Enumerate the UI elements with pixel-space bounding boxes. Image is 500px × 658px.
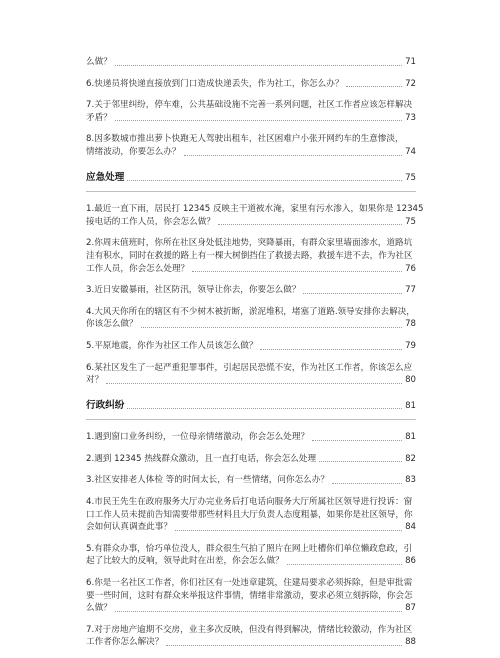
toc-page-number: 76	[405, 263, 416, 274]
toc-entry-line	[86, 306, 416, 319]
dot-leader	[287, 564, 402, 565]
toc-page-number: 78	[405, 319, 416, 330]
toc-entry-line	[86, 56, 416, 69]
toc-entry-line	[86, 318, 416, 331]
toc-entry-text: 1.遇到窗口业务纠纷，一位母亲情绪激动，你会怎么处理？	[86, 432, 310, 443]
dot-leader	[175, 530, 402, 531]
toc-entry[interactable]	[86, 577, 416, 615]
toc-page-number: 84	[405, 522, 416, 533]
toc-section-heading[interactable]	[86, 172, 416, 193]
section-divider	[86, 419, 416, 420]
dot-leader	[141, 327, 402, 328]
toc-entry-text: 1.最近一直下雨，居民打 12345 反映主干道被水淹，家里有污水渗入，如果你是 12345	[86, 204, 424, 215]
toc-section-heading[interactable]	[86, 400, 416, 421]
toc-entry-text: 3.近日安徽暴雨，社区防汛，领导让你去，你要怎么做？	[86, 285, 301, 296]
toc-entry[interactable]	[86, 362, 416, 387]
toc-entry-line	[86, 400, 416, 413]
dot-leader	[346, 86, 402, 87]
toc-page-number: 77	[405, 285, 416, 296]
toc-entry[interactable]	[86, 431, 416, 444]
toc-page-number: 82	[405, 453, 416, 464]
toc-entry[interactable]	[86, 624, 416, 649]
toc-page-number: 75	[405, 216, 416, 227]
toc-entry[interactable]	[86, 203, 424, 228]
dot-leader	[319, 461, 402, 462]
toc-entry-text: 7.关于邻里纠纷，停车难，公共基础设施不完善一系列问题，社区工作者应该怎样解决	[86, 100, 413, 111]
toc-entry-text: 工作人员，你会怎么处理？	[86, 263, 190, 274]
dot-leader	[115, 65, 402, 66]
toc-entry[interactable]	[86, 78, 416, 91]
toc-page-number: 74	[405, 146, 416, 157]
toc-entry-line	[86, 496, 416, 509]
toc-entry-text: 接电话的工作人员，你会怎么做？	[86, 216, 215, 227]
toc-entry[interactable]	[86, 56, 416, 69]
dot-leader	[192, 271, 402, 272]
toc-entry-text: 么做？	[86, 57, 112, 67]
toc-page-number: 79	[405, 340, 416, 351]
toc-entry-text: 工作者你怎么解决？	[86, 637, 164, 648]
dot-leader	[184, 155, 403, 156]
toc-entry-line	[86, 146, 416, 159]
toc-entry[interactable]	[86, 284, 416, 297]
toc-page-number: 88	[405, 637, 416, 648]
table-of-contents	[86, 56, 424, 658]
section-divider	[86, 191, 416, 192]
toc-entry-line	[86, 216, 416, 229]
toc-entry[interactable]	[86, 306, 416, 331]
toc-entry-line	[86, 133, 416, 146]
toc-entry-line	[86, 555, 416, 568]
dot-leader	[312, 440, 402, 441]
toc-entry-line	[86, 284, 416, 297]
toc-entry-text: 情绪波动，你要怎么办？	[86, 146, 181, 157]
toc-entry-text: 2.你周末值班时，你所在社区身处低洼地势，突降暴雨，有群众家里墙面渗水，道路坑	[86, 238, 413, 249]
dot-leader	[127, 408, 402, 409]
toc-entry-text: 3.社区安排老人体检 等的时间太长，有一些情绪，问你怎么办？	[86, 475, 329, 486]
toc-entry-line	[86, 431, 416, 444]
dot-leader	[127, 180, 402, 181]
toc-entry-text: 6.你是一名社区工作者，你们社区有一处违章建筑，住建局要求必须拆除，但是审批需	[86, 578, 413, 589]
toc-entry-line	[86, 624, 416, 637]
toc-entry-text: 8.因多数城市推出萝卜快跑无人驾驶出租车，社区困难户小张开网约车的生意惨淡，	[86, 134, 404, 145]
toc-entry-line	[86, 590, 416, 603]
toc-page-number: 72	[405, 78, 416, 89]
dot-leader	[115, 611, 402, 612]
toc-entry-text: 洼有积水，同时在救援的路上有一棵大树倒挡住了救援去路，救援车进不去，作为社区	[86, 250, 413, 261]
toc-page-number: 81	[405, 432, 416, 443]
dot-leader	[166, 645, 402, 646]
toc-entry-line	[86, 78, 416, 91]
toc-entry-text: 会如何认真调查此事？	[86, 522, 172, 533]
toc-entry-text: 起了比较大的反响，领导此时在出差，你会怎么做？	[86, 556, 284, 567]
toc-entry-line	[86, 453, 416, 466]
toc-entry-text: 要一些时间，这时有群众来举报这件事情，情绪非常激动，要求必须立刻拆除，你会怎	[86, 590, 413, 601]
toc-page-number: 71	[405, 57, 416, 67]
toc-entry[interactable]	[86, 453, 416, 466]
toc-entry-line	[86, 602, 416, 615]
toc-page-number: 75	[405, 172, 416, 183]
toc-entry-line	[86, 250, 416, 263]
toc-entry[interactable]	[86, 133, 416, 158]
toc-entry-line	[86, 263, 416, 276]
toc-entry-text: 6.快递员将快递直接放到门口造成快递丢失，作为社工，你怎么办？	[86, 78, 344, 89]
toc-entry-text: 你该怎么做？	[86, 319, 138, 330]
toc-entry-text: 应急处理	[86, 171, 125, 183]
toc-entry-text: 6.某社区发生了一起严重犯罪事件，引起居民恐慌不安，作为社区工作者，你该怎么应	[86, 362, 413, 373]
toc-entry[interactable]	[86, 340, 416, 353]
toc-entry-text: 口工作人员未提前告知需要带那些材料且大厅负责人态度粗暴，如果你是社区领导，你	[86, 509, 413, 520]
toc-entry-line	[86, 474, 416, 487]
toc-page-number: 81	[405, 400, 416, 411]
toc-entry-text: 4.大风天你所在的辖区有不少树木被折断，淤泥堆积，堵塞了道路.领导安排你去解决，	[86, 306, 415, 317]
toc-entry-line	[86, 99, 416, 112]
toc-entry-text: 对？	[86, 375, 104, 386]
toc-page-number: 83	[405, 475, 416, 486]
toc-page-number: 87	[405, 603, 416, 614]
toc-entry-line	[86, 521, 416, 534]
dot-leader	[260, 349, 402, 350]
toc-entry-text: 5.平原地震，你作为社区工作人员该怎么做？	[86, 340, 258, 351]
toc-entry-line	[86, 362, 416, 375]
toc-entry[interactable]	[86, 474, 416, 487]
toc-page-number: 86	[405, 556, 416, 567]
toc-entry-line	[86, 112, 416, 125]
dot-leader	[332, 483, 402, 484]
toc-entry-line	[86, 577, 416, 590]
toc-entry-line	[86, 509, 416, 522]
toc-entry-line	[86, 203, 424, 216]
toc-entry-line	[86, 543, 416, 556]
toc-entry[interactable]	[86, 99, 416, 124]
toc-entry-text: 4.市民王先生在政府服务大厅办完业务后打电话向服务大厅所属社区领导进行投诉：窗	[86, 497, 413, 508]
toc-entry-line	[86, 374, 416, 387]
toc-entry-text: 5.有群众办事，恰巧单位没人，群众很生气拍了照片在网上吐槽你们单位懒政怠政，引	[86, 543, 413, 554]
toc-entry-text: 矛盾？	[86, 112, 112, 123]
toc-page-number: 80	[405, 375, 416, 386]
toc-entry[interactable]	[86, 237, 416, 275]
toc-entry-text: 2.遇到 12345 热线群众激动，且一直打电话，你会怎么处理	[86, 453, 317, 464]
toc-entry[interactable]	[86, 496, 416, 534]
toc-entry-text: 7.对于房地产逾期不交房，业主多次反映，但没有得到解决，情绪比较激动，作为社区	[86, 624, 413, 635]
toc-entry-line	[86, 636, 416, 649]
toc-entry-line	[86, 172, 416, 185]
dot-leader	[115, 120, 402, 121]
toc-entry-text: 行政纠纷	[86, 399, 125, 411]
toc-entry-line	[86, 340, 416, 353]
toc-entry[interactable]	[86, 543, 416, 568]
dot-leader	[303, 293, 402, 294]
toc-entry-line	[86, 237, 416, 250]
dot-leader	[218, 224, 402, 225]
toc-page-number: 73	[405, 112, 416, 123]
dot-leader	[106, 383, 402, 384]
toc-entry-text: 么做？	[86, 603, 112, 614]
